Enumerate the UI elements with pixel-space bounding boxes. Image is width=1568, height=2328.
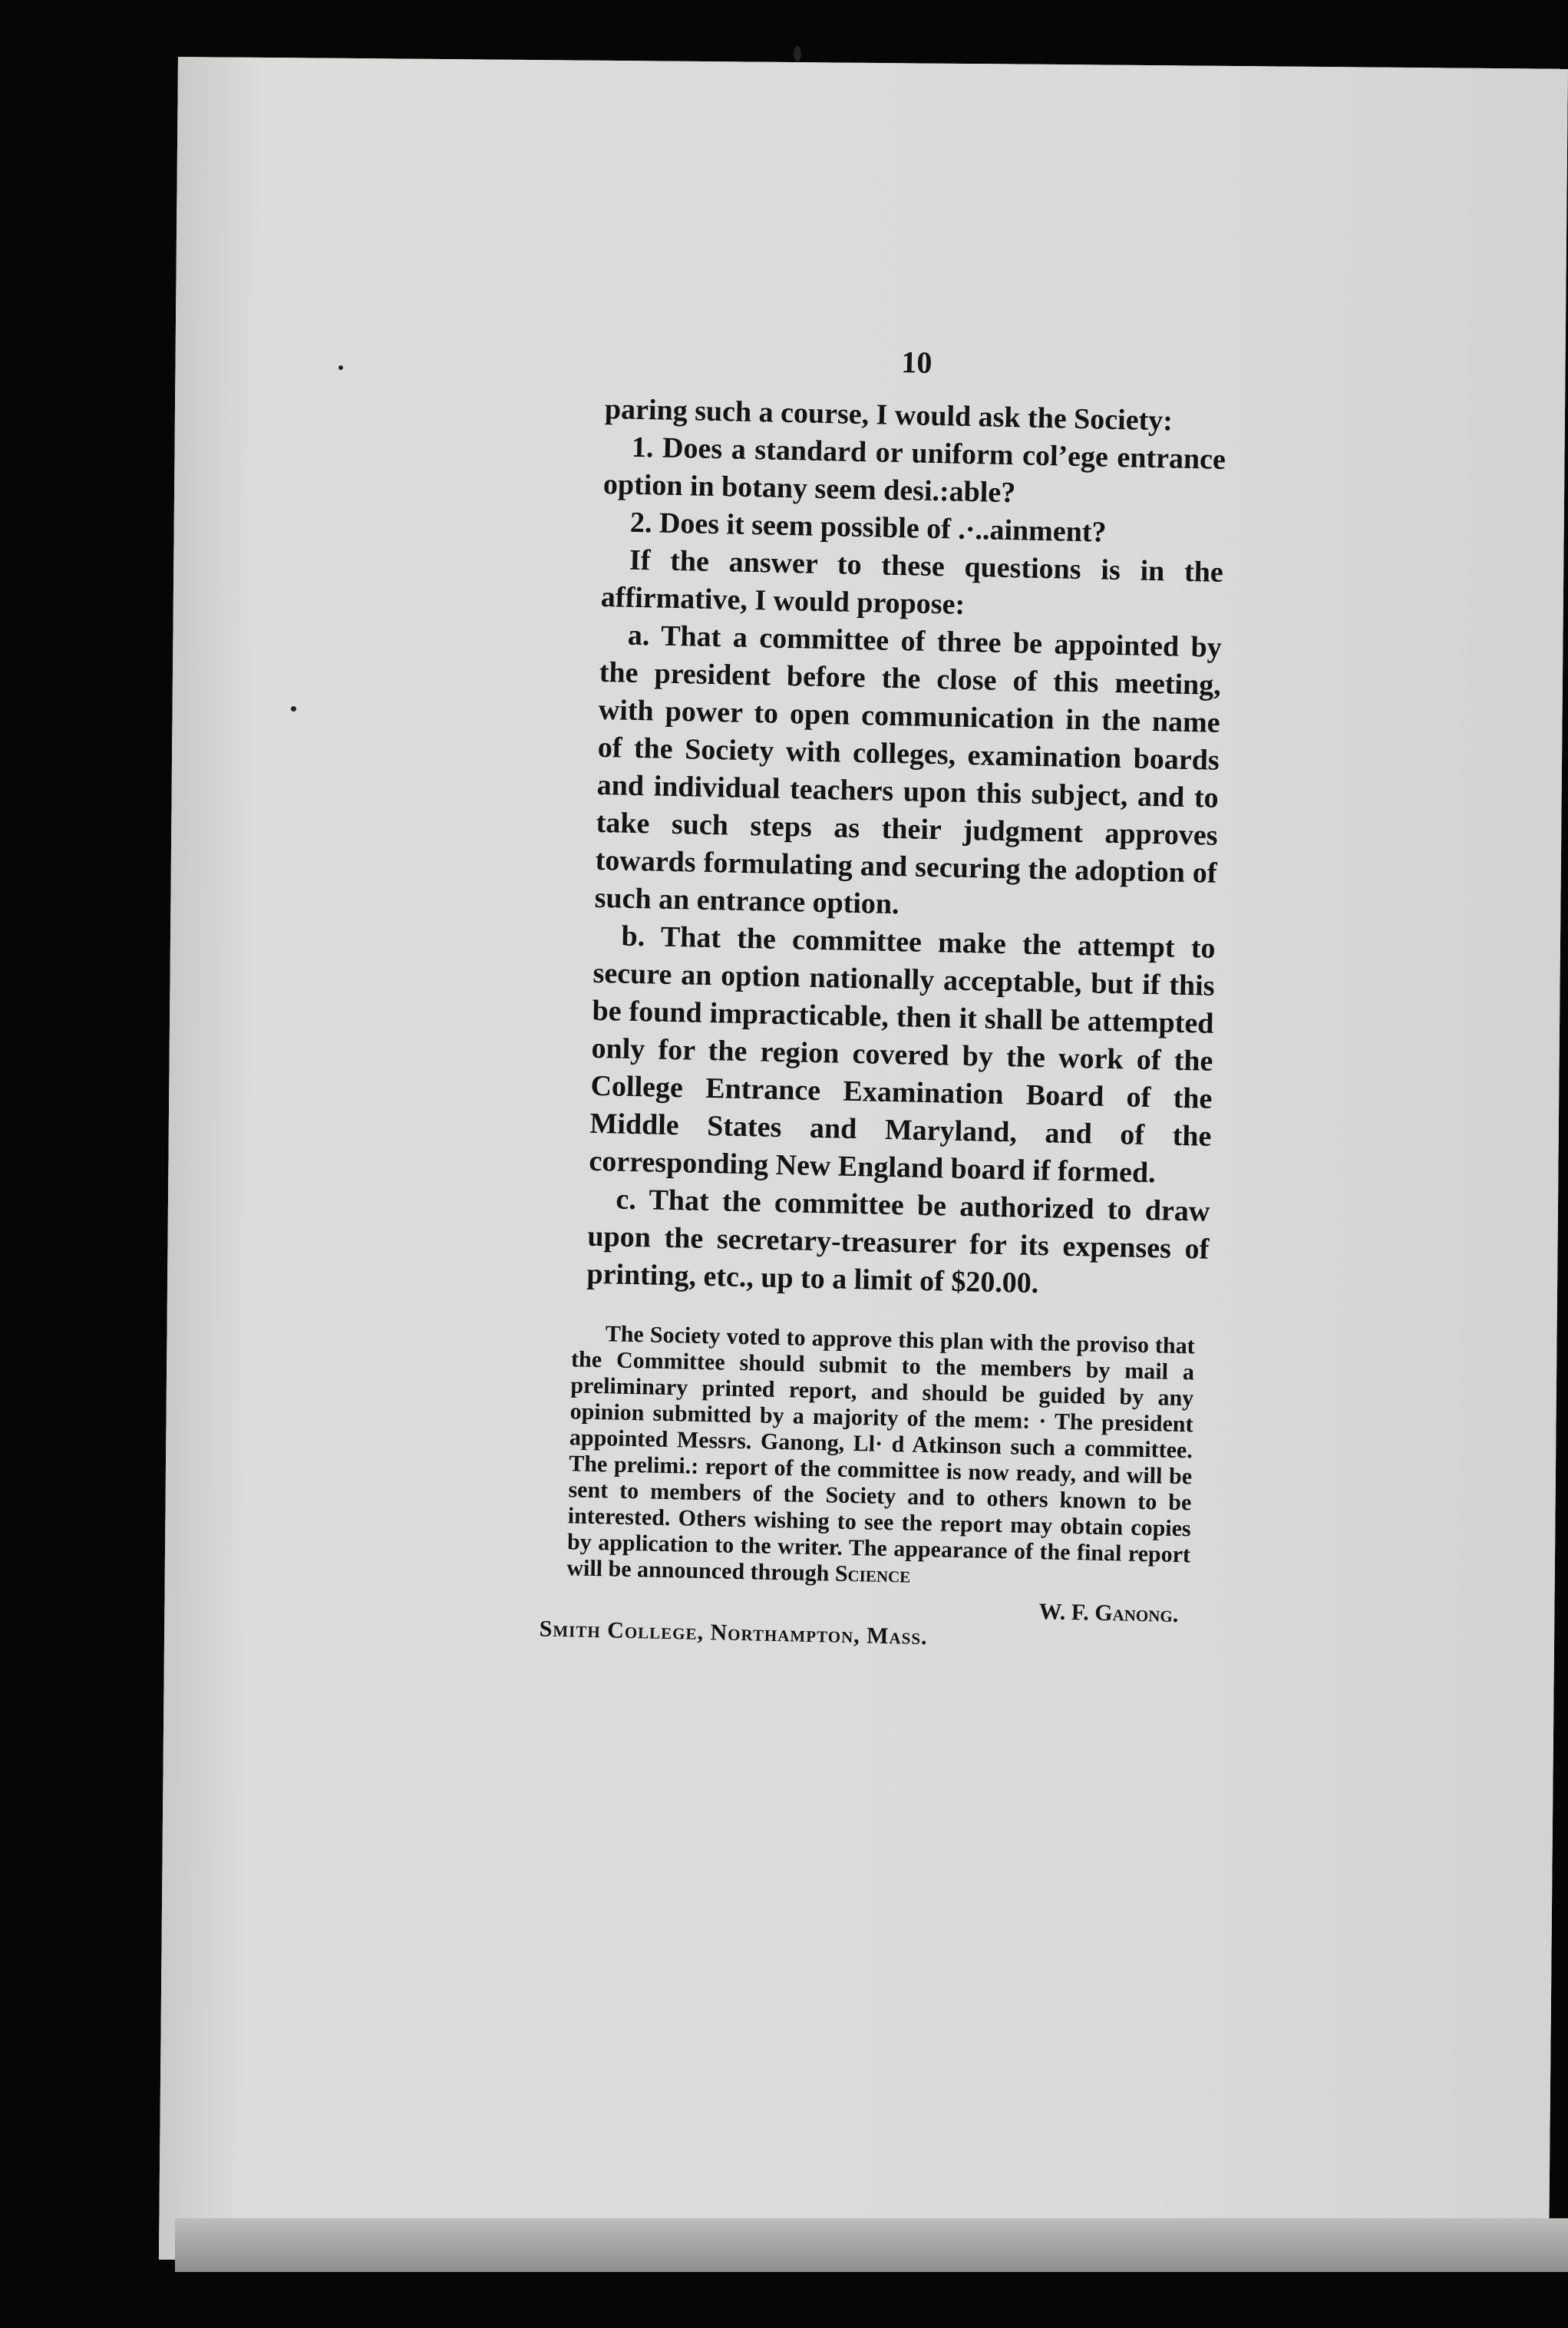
page-bottom-edge	[175, 2218, 1568, 2272]
speck-mark	[794, 46, 801, 61]
note-end-word: Science	[834, 1560, 911, 1588]
paragraph-1: paring such a course, I would ask the Society:	[604, 392, 1174, 438]
note-text: The Society voted to approve this plan with the proviso that the Committee should submit to the members by mail a preliminary printed report, and should be guided by any opinion submitted by a majority of the mem: · The president appointed Messrs. Ganong, Ll· d Atkinson such a committee. The prelimi.: report of the committee is now ready, and will be sent to members of the Society and to others known to be interested. Others wishing to see the report may obtain copies by application to the writer. The appearance of the final report will be announced through	[566, 1321, 1195, 1587]
question-2: 2. Does it seem possible of .·..ainment?	[629, 506, 1107, 549]
affiliation: Smith College, Northampton, Mass.	[539, 1616, 928, 1650]
question-1: 1. Does a standard or uniform col’ege entrance option in botany seem desi.:able?	[602, 431, 1226, 510]
society-note	[566, 1320, 1195, 1594]
proposal-a: a. That a committee of three be appointed by the president before the close of this meeting, with power to open communication in the name of the Society with colleges, examination boards and individual teachers upon this subject, and to take such steps as their judgment approves towards formulating and securing the adoption of such an entrance option.	[594, 619, 1223, 921]
speck-mark	[291, 706, 296, 712]
signature: W. F. Ganong.	[1038, 1599, 1179, 1627]
proposal-b: b. That the committee make the attempt to secure an option nationally acceptable, but if this be found impracticable, then it shall be attempted only for the region covered by the work of the College Entrance Examination Board of the Middle States and Maryland, and of the corresponding New England board if formed.	[589, 920, 1216, 1190]
speck-mark	[338, 365, 343, 370]
page-text-block	[539, 338, 1227, 1656]
proposal-c: c. That the committee be authorized to draw upon the secretary-treasurer for its expenses of printing, etc., up to a limit of $20.00.	[586, 1183, 1210, 1300]
page-number: 10	[900, 345, 933, 380]
paragraph-proposal-intro: If the answer to these questions is in the affirmative, I would propose:	[600, 543, 1224, 621]
